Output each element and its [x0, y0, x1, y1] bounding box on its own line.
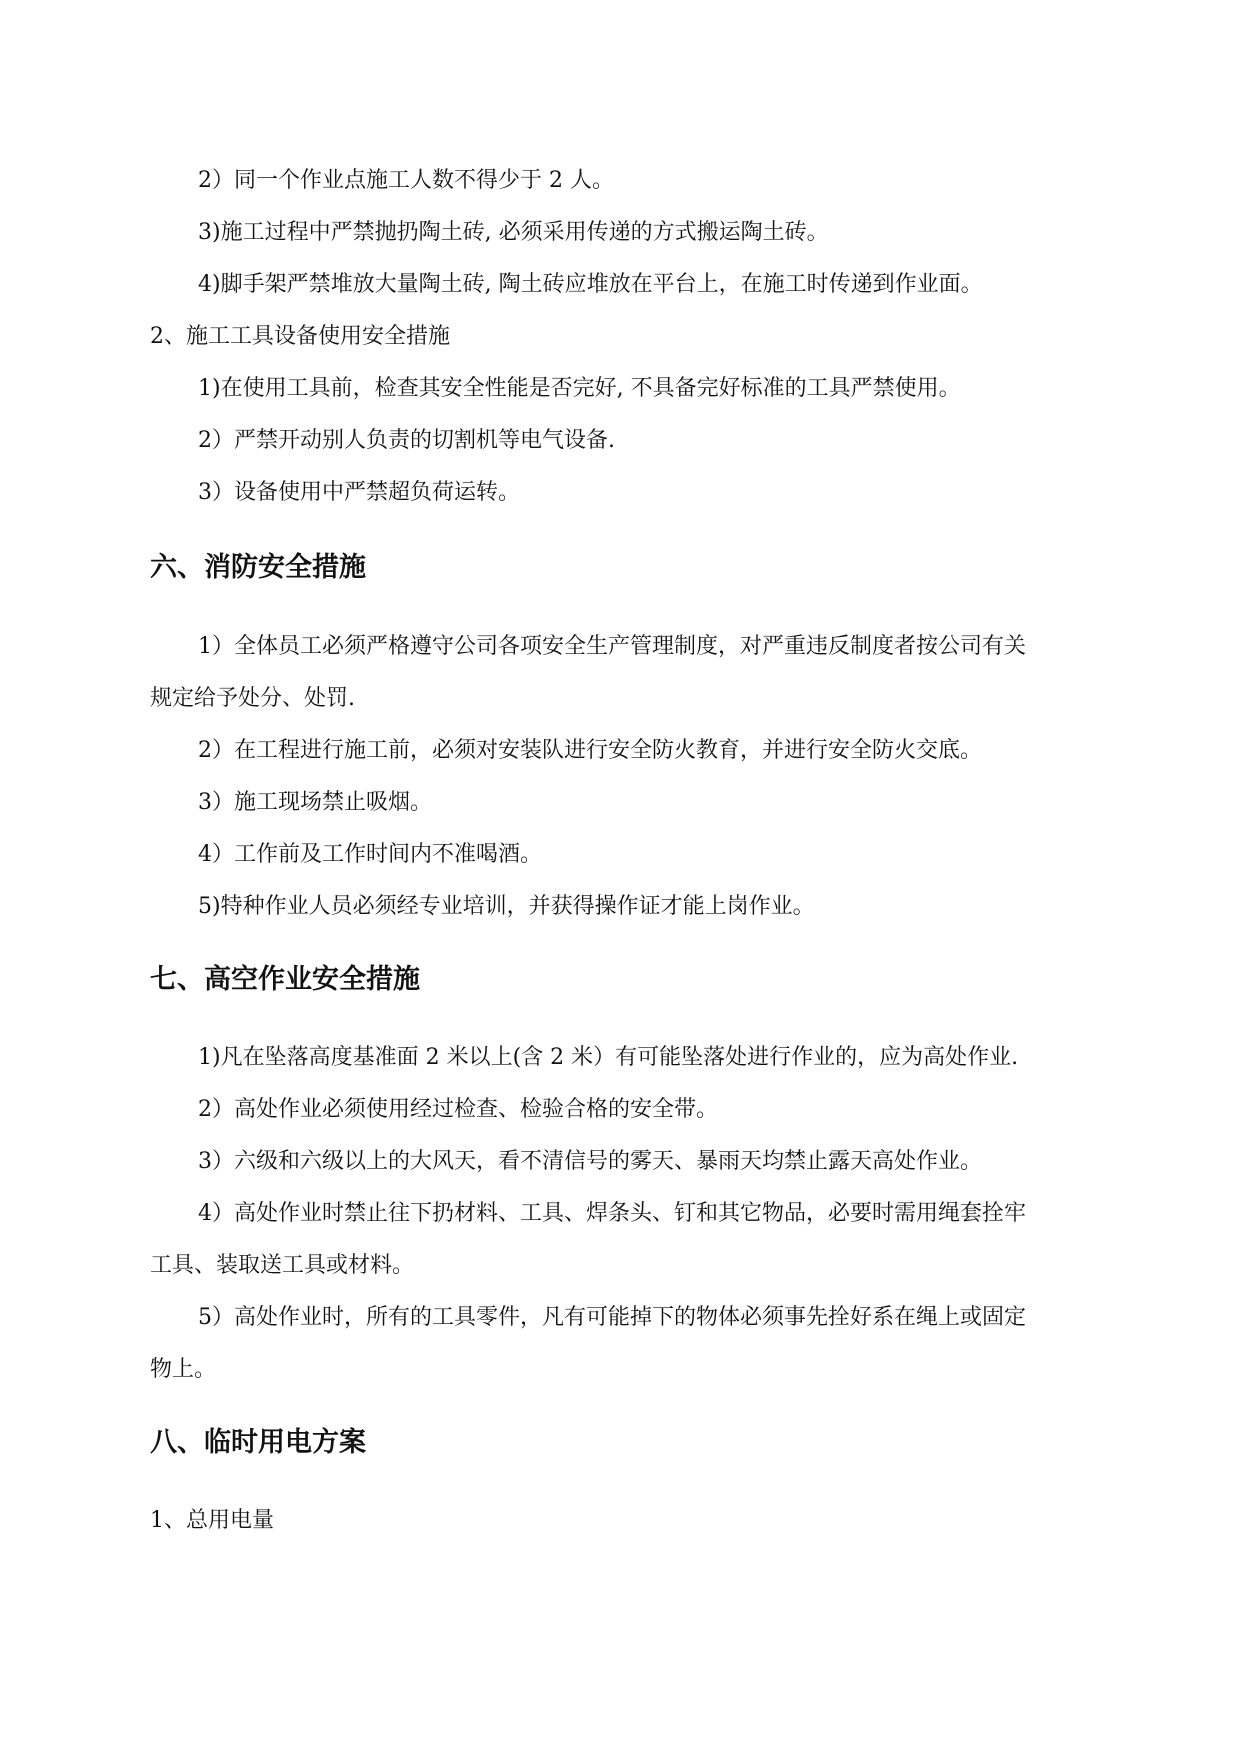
section-heading: 八、临时用电方案 — [150, 1427, 366, 1458]
subsection-title: 1、总用电量 — [150, 1508, 274, 1533]
paragraph-continuation: 规定给予处分、处罚. — [150, 686, 355, 711]
subsection-title: 2、施工工具设备使用安全措施 — [150, 324, 450, 349]
paragraph: 4)脚手架严禁堆放大量陶土砖, 陶土砖应堆放在平台上，在施工时传递到作业面。 — [198, 272, 983, 297]
paragraph: 5)特种作业人员必须经专业培训，并获得操作证才能上岗作业。 — [198, 894, 815, 919]
section-heading: 六、消防安全措施 — [150, 552, 366, 583]
paragraph: 1)凡在坠落高度基准面 2 米以上(含 2 米）有可能坠落处进行作业的，应为高处作业. — [198, 1045, 1019, 1070]
paragraph-continuation: 工具、装取送工具或材料。 — [150, 1253, 415, 1278]
paragraph: 2）在工程进行施工前，必须对安装队进行安全防火教育，并进行安全防火交底。 — [198, 738, 982, 763]
paragraph: 2）高处作业必须使用经过检查、检验合格的安全带。 — [198, 1097, 718, 1122]
paragraph: 3）六级和六级以上的大风天，看不清信号的雾天、暴雨天均禁止露天高处作业。 — [198, 1149, 982, 1174]
paragraph: 2）同一个作业点施工人数不得少于 2 人。 — [198, 168, 614, 193]
paragraph: 1）全体员工必须严格遵守公司各项安全生产管理制度，对严重违反制度者按公司有关 — [198, 634, 1026, 659]
paragraph: 3)施工过程中严禁抛扔陶土砖, 必须采用传递的方式搬运陶土砖。 — [198, 220, 829, 245]
paragraph: 5）高处作业时，所有的工具零件，凡有可能掉下的物体必须事先拴好系在绳上或固定 — [198, 1305, 1026, 1330]
paragraph: 3）设备使用中严禁超负荷运转。 — [198, 480, 520, 505]
paragraph: 3）施工现场禁止吸烟。 — [198, 790, 432, 815]
section-heading: 七、高空作业安全措施 — [150, 964, 420, 995]
paragraph: 4）工作前及工作时间内不准喝酒。 — [198, 842, 542, 867]
paragraph-continuation: 物上。 — [150, 1357, 217, 1382]
paragraph: 4）高处作业时禁止往下扔材料、工具、焊条头、钉和其它物品，必要时需用绳套拴牢 — [198, 1201, 1026, 1226]
paragraph: 2）严禁开动别人负责的切割机等电气设备. — [198, 428, 615, 453]
paragraph: 1)在使用工具前，检查其安全性能是否完好, 不具备完好标准的工具严禁使用。 — [198, 376, 961, 401]
